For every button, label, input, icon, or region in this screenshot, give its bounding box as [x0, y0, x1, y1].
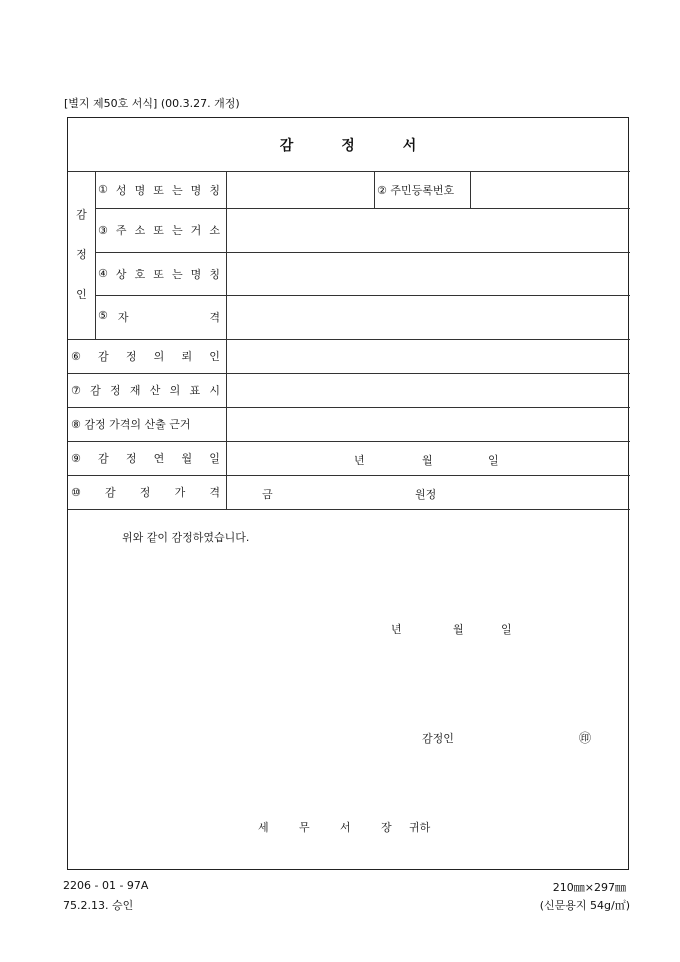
appraisal-price-label: ⑩ 감 정 가 격: [71, 485, 220, 499]
qualification-field[interactable]: [227, 296, 629, 338]
paper-size: 210㎜×297㎜: [552, 881, 626, 894]
appraisal-form: [67, 117, 629, 870]
name-field[interactable]: [227, 172, 373, 207]
resident-no-label: ② 주민등록번호: [377, 183, 455, 197]
form-code: 2206 - 01 - 97A: [63, 879, 149, 892]
appraisal-date-field[interactable]: [227, 442, 629, 474]
price-prefix: 금: [262, 488, 273, 501]
requester-label: ⑥ 감 정 의 뢰 인: [71, 349, 220, 363]
appraiser-group-label: [68, 171, 95, 339]
name-label: ① 성 명 또 는 명 칭: [98, 183, 220, 197]
sign-month-label: 월: [453, 623, 464, 636]
statement-text: 위와 같이 감정하였습니다.: [122, 531, 250, 544]
date-month-label: 월: [422, 454, 433, 467]
approval-date: 75.2.13. 승인: [63, 899, 134, 912]
address-field[interactable]: [227, 209, 629, 251]
resident-no-field[interactable]: [471, 172, 629, 207]
paper-type: (신문용지 54g/㎡): [539, 899, 630, 912]
date-year-label: 년: [354, 454, 365, 467]
form-title: 감정서: [279, 137, 465, 154]
qualification-label: ⑤ 자 격: [98, 309, 220, 324]
requester-field[interactable]: [227, 340, 629, 372]
property-field[interactable]: [227, 374, 629, 406]
business-name-field[interactable]: [227, 253, 629, 294]
form-header-note: [별지 제50호 서식] (00.3.27. 개정): [64, 97, 240, 110]
date-day-label: 일: [488, 454, 499, 467]
sign-day-label: 일: [501, 623, 512, 636]
seal-mark: ㊞: [579, 731, 592, 745]
appraiser-group-char: 인: [76, 288, 87, 301]
appraisal-price-field[interactable]: [227, 476, 629, 508]
address-label: ③ 주 소 또 는 거 소: [98, 223, 220, 237]
addressee: 세 무 서 장 귀하: [258, 821, 431, 834]
appraiser-sign-label: 감정인: [422, 732, 454, 745]
property-label: ⑦ 감 정 재 산 의 표 시: [71, 383, 220, 397]
price-basis-field[interactable]: [227, 408, 629, 440]
price-suffix: 원정: [415, 488, 437, 501]
appraisal-date-label: ⑨ 감 정 연 월 일: [71, 451, 220, 465]
business-name-label: ④ 상 호 또 는 명 칭: [98, 267, 220, 281]
appraiser-group-char: 정: [76, 248, 87, 261]
sign-year-label: 년: [391, 623, 402, 636]
price-basis-label: ⑧ 감정 가격의 산출 근거: [71, 418, 191, 431]
appraiser-group-char: 감: [76, 208, 87, 221]
